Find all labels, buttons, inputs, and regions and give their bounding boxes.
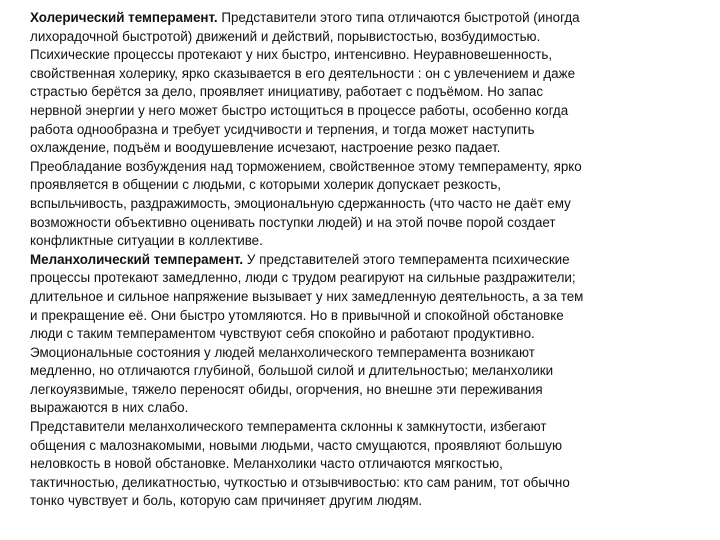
line-text: Представители этого типа отличаются быстротой (иногда (217, 10, 580, 25)
text-line: нервной энергии у него может быстро истощиться в процессе работы, особенно когда (30, 102, 569, 118)
text-line: возможности объективно оценивать поступки людей) и на этой почве порой создает (30, 214, 556, 230)
text-line: лихорадочной быстротой) движений и действий, порывистостью, возбудимостью. (30, 28, 541, 44)
text-line: неловкость в новой обстановке. Меланхолики часто отличаются мягкостью, (30, 456, 503, 472)
text-line (30, 251, 720, 270)
heading-melancholic: Меланхолический темперамент. (30, 251, 244, 267)
text-line: процессы протекают замедленно, люди с трудом реагируют на сильные раздражители; (30, 270, 576, 286)
text-line: вспыльчивость, раздражимость, эмоциональную сдержанность (что часто не даёт ему (30, 195, 571, 211)
text-line: проявляется в общении с людьми, с которыми холерик допускает резкость, (30, 177, 502, 193)
text-line: страстью берётся за дело, проявляет инициативу, работает с подъёмом. Но запас (30, 84, 544, 100)
text-line: люди с таким темпераментом чувствуют себя спокойно и работают продуктивно. (30, 326, 535, 342)
text-line: Психические процессы протекают у них быстро, интенсивно. Неуравновешенность, (30, 47, 553, 63)
text-line: конфликтные ситуации в коллективе. (30, 233, 263, 249)
text-line: длительное и сильное напряжение вызывает у них замедленную деятельность, а за тем (30, 288, 584, 304)
text-line (30, 9, 720, 28)
text-line: Преобладание возбуждения над торможением, свойственное этому темпераменту, ярко (30, 158, 582, 174)
text-line: выражаются в них слабо. (30, 400, 189, 416)
line-text: У представителей этого темперамента психические (243, 251, 570, 267)
text-line: Эмоциональные состояния у людей меланхолического темперамента возникают (30, 344, 535, 360)
text-line: охлаждение, подъём и воодушевление исчезают, настроение резко падает. (30, 140, 501, 156)
heading-choleric: Холерический темперамент. (30, 10, 218, 25)
text-line: и прекращение её. Они быстро утомляются. Но в привычной и спокойной обстановке (30, 307, 564, 323)
text-line: легкоуязвимые, тяжело переносят обиды, огорчения, но внешне эти переживания (30, 381, 543, 397)
text-line: тактичностью, деликатностью, чуткостью и отзывчивостью: кто сам раним, тот обычно (30, 474, 570, 490)
text-line: Представители меланхолического темперамента склонны к замкнутости, избегают (30, 419, 547, 435)
text-line: тонко чувствует и боль, которую сам причиняет другим людям. (30, 493, 423, 509)
text-line: общения с малознакомыми, новыми людьми, часто смущаются, проявляют большую (30, 437, 563, 453)
text-line: свойственная холерику, ярко сказывается в его деятельности : он с увлечением и даже (30, 65, 576, 81)
text-line: работа однообразна и требует усидчивости и терпения, и тогда может наступить (30, 121, 535, 137)
document-text (30, 9, 720, 511)
text-line: медленно, но отличаются глубиной, большой силой и длительностью; меланхолики (30, 363, 554, 379)
